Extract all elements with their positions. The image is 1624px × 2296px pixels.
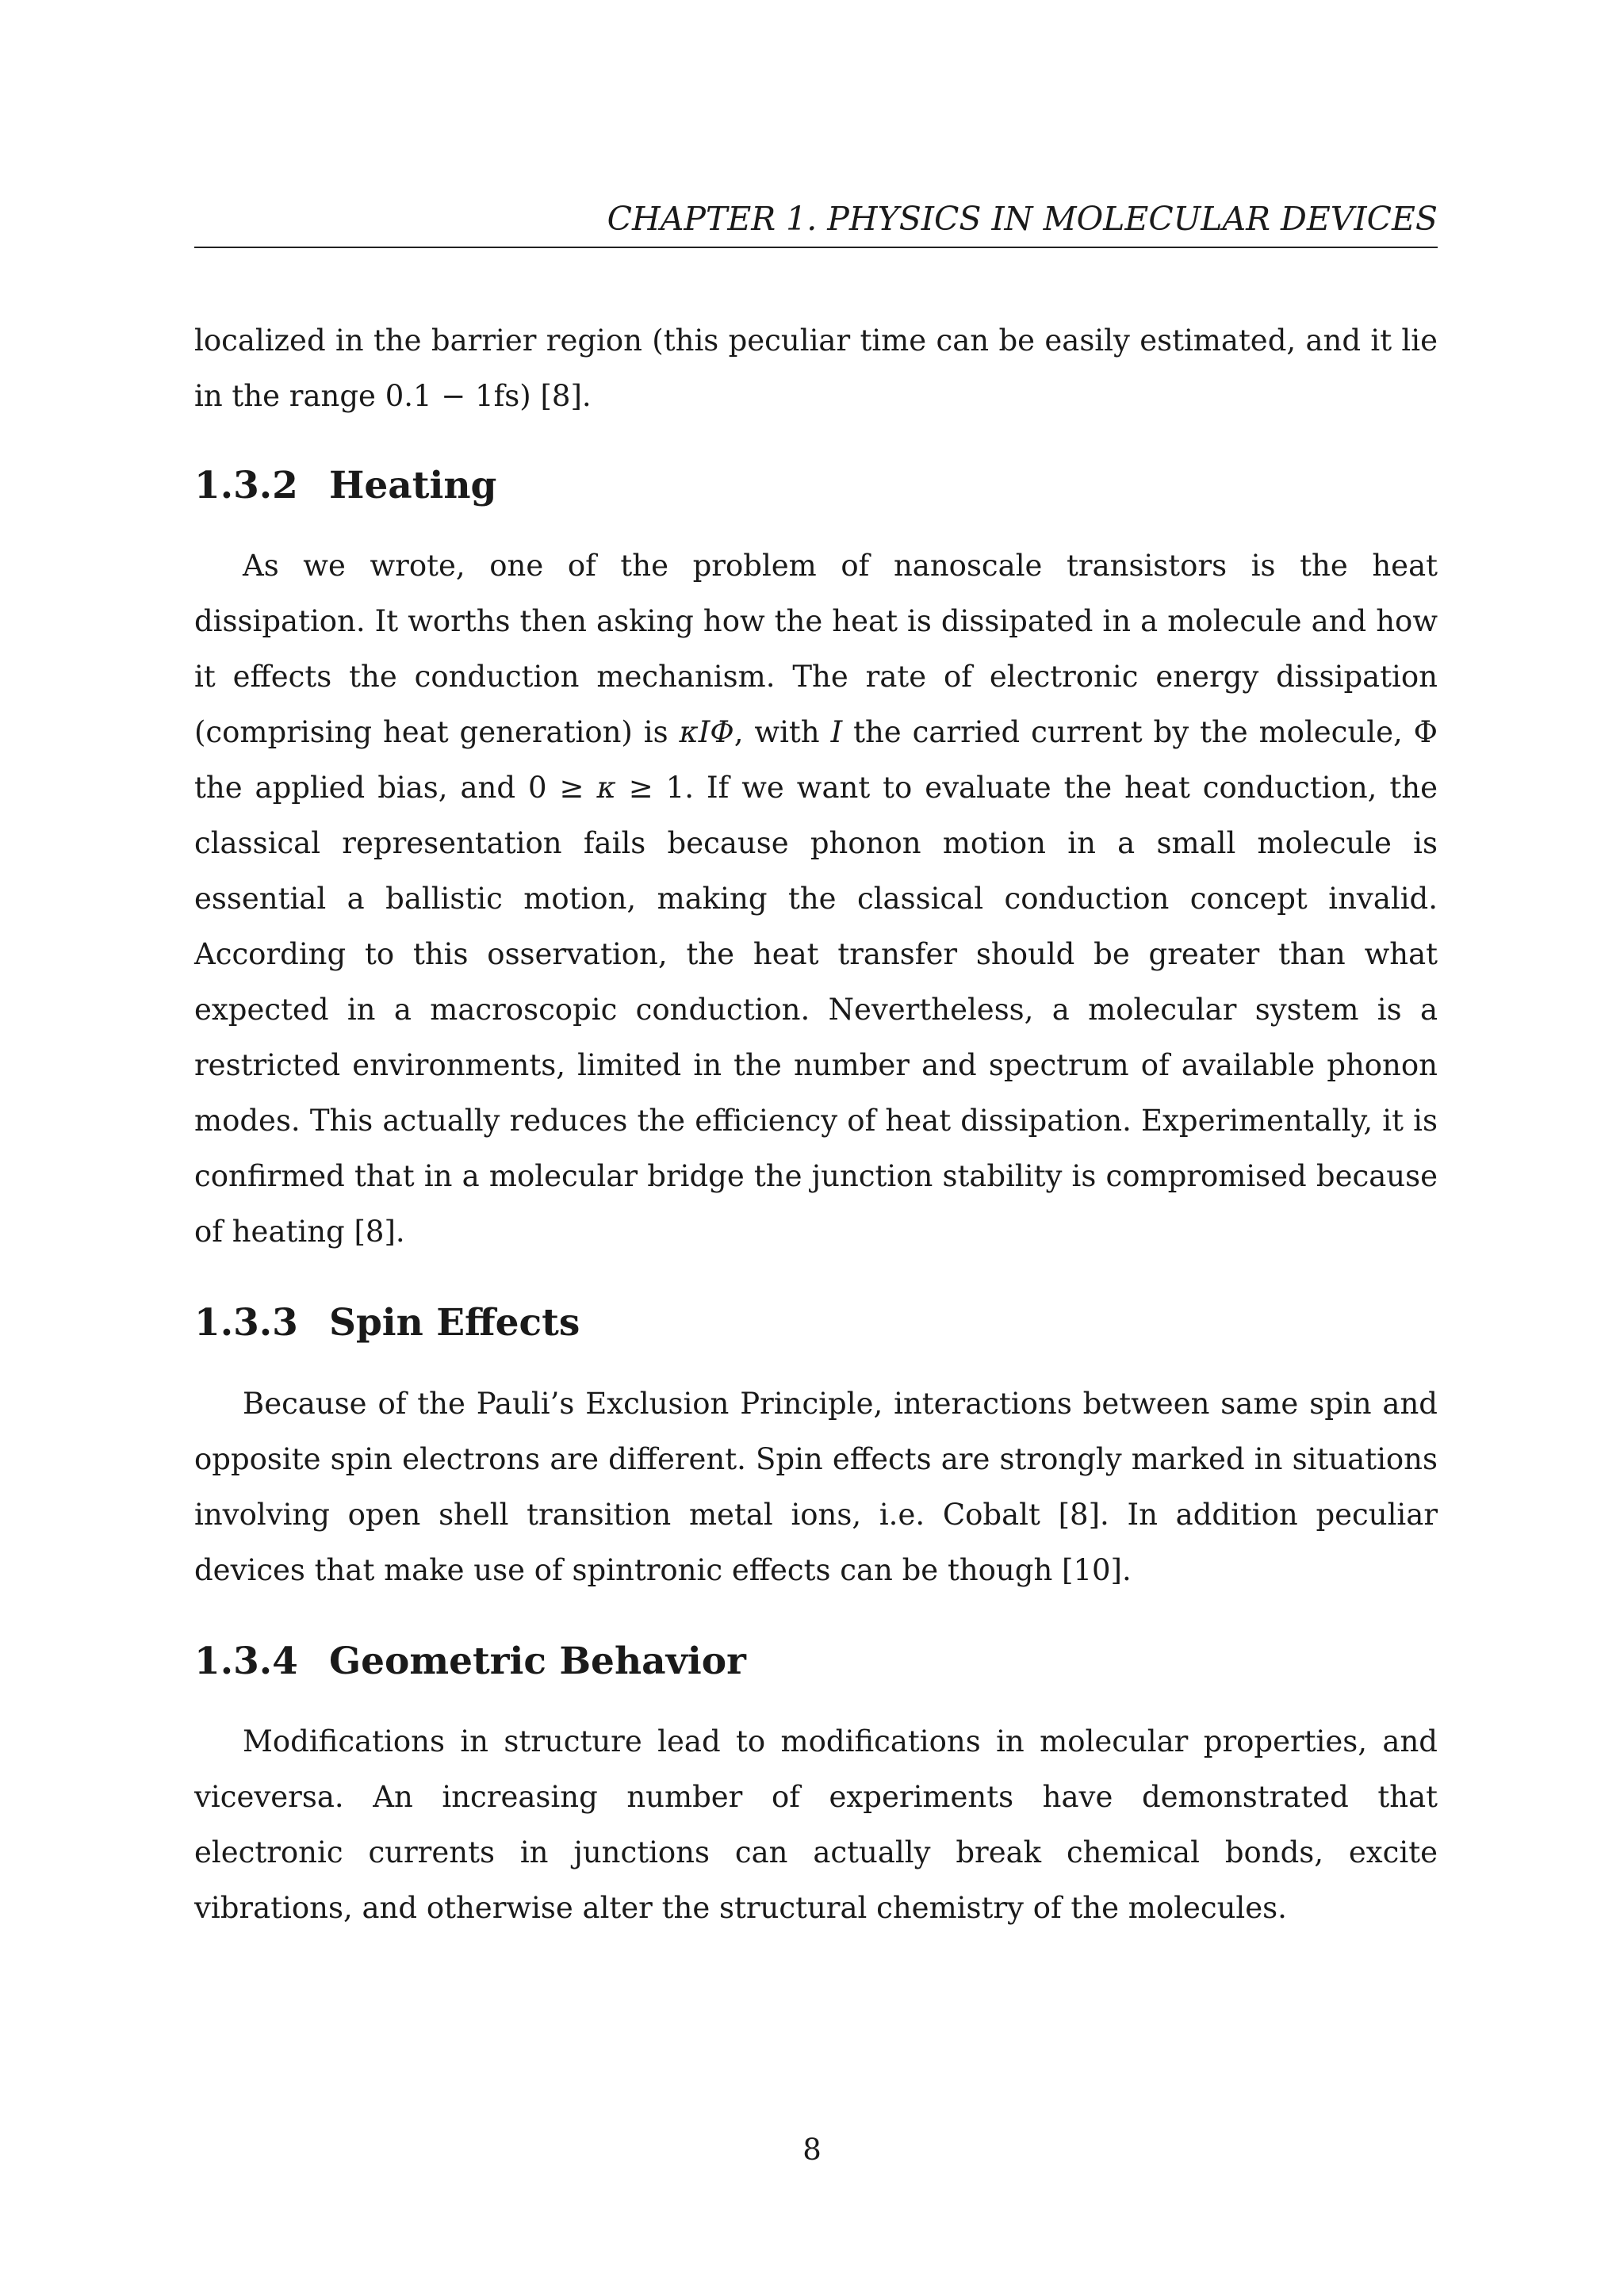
section-heading-geometric-behavior xyxy=(194,1640,1438,1684)
running-header: CHAPTER 1. PHYSICS IN MOLECULAR DEVICES xyxy=(607,200,1438,238)
text-run: As we wrote, one of the problem of nanoscale transistors is the heat dissipation. It worths then asking how the heat is dissipated in a molecule and how it effects the conduction mechanism. The rate of electronic energy dissipation (comprising heat generation) is xyxy=(194,549,1438,750)
section-title: Geometric Behavior xyxy=(329,1639,746,1683)
spin-effects-paragraph: Because of the Pauli’s Exclusion Principle, interactions between same spin and opposite spin electrons are different. Spin effects are strongly marked in situations involving open shell transition metal ions, i.e. Cobalt [8]. In addition peculiar devices that make use of spintronic effects can be though [10]. xyxy=(194,1386,1438,1587)
section-number: 1.3.3 xyxy=(194,1301,298,1345)
section-title: Spin Effects xyxy=(329,1301,580,1345)
text-run: ≥ 1. If we want to evaluate the heat conduction, the classical representation fails because phonon motion in a small molecule is essential a ballistic motion, making the classical conduction concept invalid. According to this osservation, the heat transfer should be greater than what expected in a macroscopic conduction. Nevertheless, a molecular system is a restricted environments, limited in the number and spectrum of available phonon modes. This actually reduces the efficiency of heat dissipation. Experimentally, it is confirmed that in a molecular bridge the junction stability is compromised because of heating [8]. xyxy=(194,771,1438,1249)
header-rule xyxy=(194,247,1438,248)
body-text xyxy=(194,313,1438,1936)
section-title: Heating xyxy=(329,464,497,507)
math-current: I xyxy=(830,715,843,750)
geometric-behavior-paragraph: Modifications in structure lead to modifications in molecular properties, and viceversa. An increasing number of experiments have demonstrated that electronic currents in junctions can actually break chemical bonds, excite vibrations, and otherwise alter the structural chemistry of the molecules. xyxy=(194,1724,1438,1926)
intro-paragraph: localized in the barrier region (this peculiar time can be easily estimated, and it lie in the range 0.1 − 1fs) [8]. xyxy=(194,323,1438,413)
section-number: 1.3.4 xyxy=(194,1639,298,1683)
math-rate: κIΦ xyxy=(679,715,734,750)
math-kappa: κ xyxy=(596,771,616,806)
section-heading-heating xyxy=(194,464,1438,508)
text-run: , with xyxy=(733,715,831,750)
section-heading-spin-effects xyxy=(194,1301,1438,1345)
heating-paragraph xyxy=(194,538,1438,1260)
page-number: 8 xyxy=(802,2133,822,2167)
section-number: 1.3.2 xyxy=(194,464,298,507)
text-run: the carried current by the molecule, Φ the applied bias, and 0 ≥ xyxy=(194,715,1438,806)
